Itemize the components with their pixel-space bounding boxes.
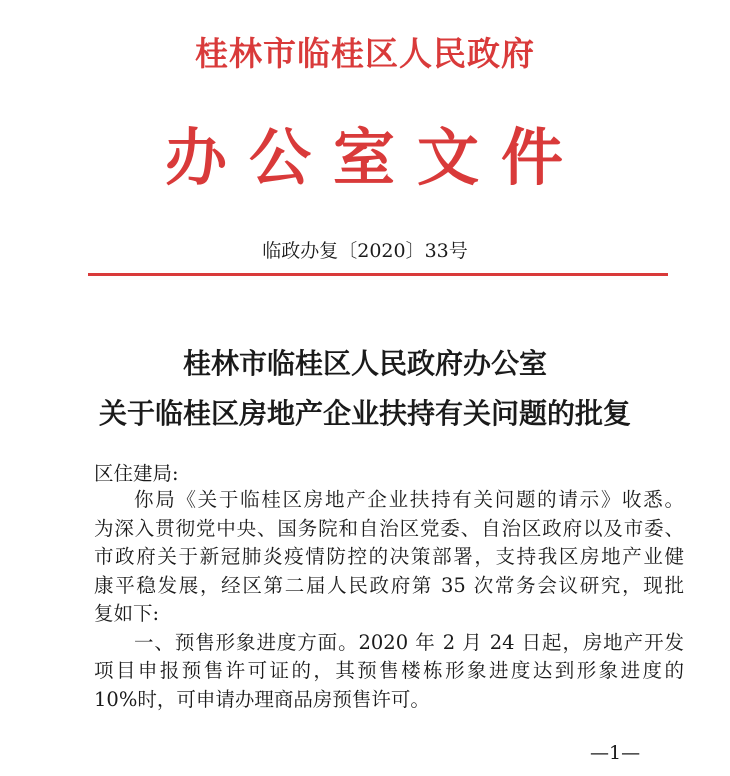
document-title-line-2: 关于临桂区房地产企业扶持有关问题的批复 <box>98 397 631 430</box>
body-line: 康平稳发展，经区第二届人民政府第 35 次常务会议研究，现批 <box>94 573 684 597</box>
body-line: 市政府关于新冠肺炎疫情防控的决策部署，支持我区房地产业健 <box>94 545 684 568</box>
body-line: 项目申报预售许可证的，其预售楼栋形象进度达到形象进度的 <box>94 659 684 682</box>
page-number: —1— <box>590 742 641 764</box>
body-line: 为深入贯彻党中央、国务院和自治区党委、自治区政府以及市委、 <box>94 516 684 540</box>
body-line: 你局《关于临桂区房地产企业扶持有关问题的请示》收悉。 <box>134 488 684 511</box>
document-title-line-1: 桂林市临桂区人民政府办公室 <box>182 347 547 380</box>
body-line: 复如下: <box>94 602 160 625</box>
body-text <box>94 486 684 714</box>
document-number: 临政办复〔2020〕33号 <box>262 240 468 262</box>
issuer-name: 桂林市临桂区人民政府 <box>195 34 535 73</box>
body-line: 一、预售形象进度方面。2020 年 2 月 24 日起，房地产开发 <box>134 630 684 654</box>
body-line: 10%时，可申请办理商品房预售许可。 <box>94 687 430 711</box>
salutation: 区住建局: <box>94 462 179 485</box>
document-type-banner: 办公室文件 <box>164 121 585 194</box>
red-separator-line <box>88 273 668 276</box>
